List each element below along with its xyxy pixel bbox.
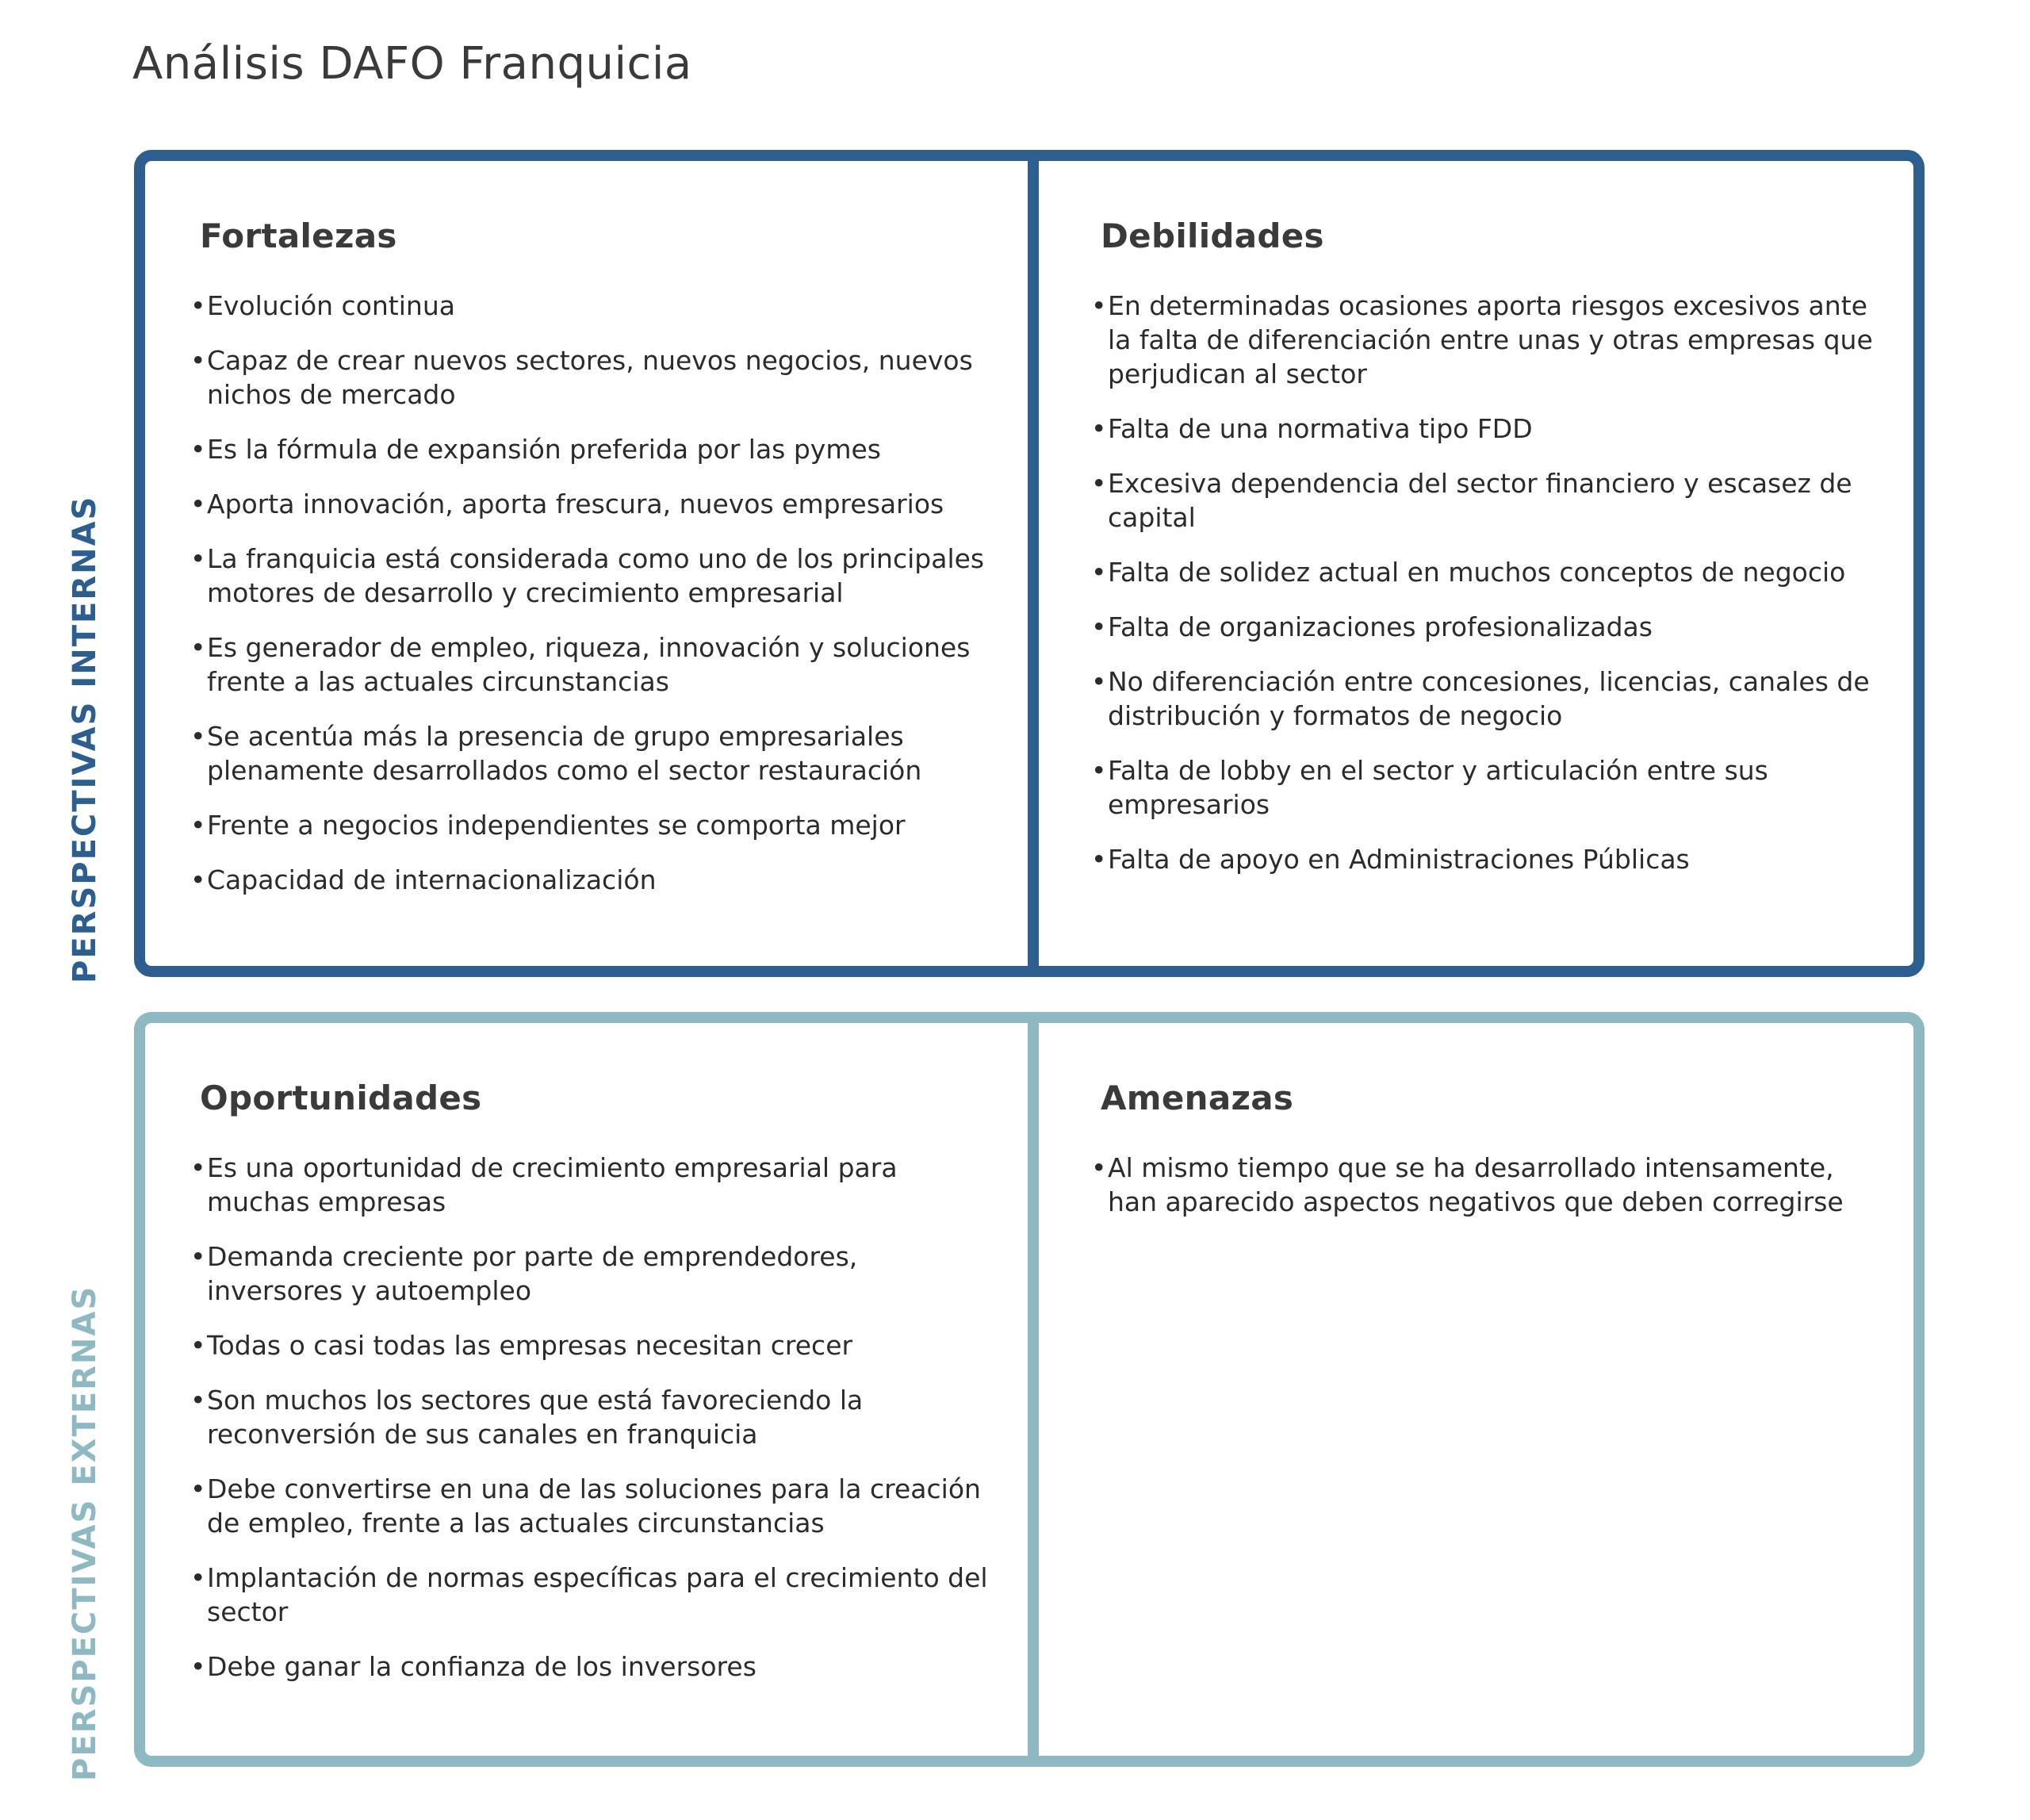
list-item-text: Implantación de normas específicas para el crecimiento del sector (207, 1562, 988, 1627)
bullet-dot-icon: • (190, 1152, 206, 1183)
list-item-text: Demanda creciente por parte de emprendedores, inversores y autoempleo (207, 1241, 858, 1306)
list-item (190, 863, 996, 897)
list-item (190, 808, 996, 842)
list-item (190, 1649, 996, 1684)
list-item (190, 1328, 996, 1362)
list-item-text: No diferenciación entre concesiones, licencias, canales de distribución y formatos de negocio (1108, 666, 1870, 731)
bullet-dot-icon: • (190, 1473, 206, 1504)
bullet-dot-icon: • (1091, 468, 1107, 499)
list-item (190, 1561, 996, 1629)
list-item (190, 487, 996, 521)
list-item-text: La franquicia está considerada como uno de los principales motores de desarrollo y crecimiento empresarial (207, 543, 985, 608)
quadrant-title: Debilidades (1101, 216, 1324, 255)
list-item-text: Excesiva dependencia del sector financiero y escasez de capital (1108, 468, 1852, 533)
list-item (1091, 289, 1882, 391)
bullet-dot-icon: • (1091, 755, 1107, 786)
bullet-list (1091, 1151, 1882, 1219)
list-item (1091, 753, 1882, 822)
side-label-internal: PERSPECTIVAS INTERNAS (67, 495, 103, 983)
list-item-text: En determinadas ocasiones aporta riesgos excesivos ante la falta de diferenciación entre unas y otras empresas que perjudican al sector (1108, 290, 1873, 389)
page-title: Análisis DAFO Franquicia (132, 38, 692, 90)
list-item-text: Es la fórmula de expansión preferida por las pymes (207, 434, 881, 465)
quadrant-oportunidades (145, 1023, 1028, 1756)
bullet-dot-icon: • (190, 721, 206, 752)
list-item-text: Se acentúa más la presencia de grupo empresariales plenamente desarrollados como el sector restauración (207, 721, 922, 786)
bullet-dot-icon: • (190, 1330, 206, 1361)
bullet-dot-icon: • (190, 1651, 206, 1682)
list-item-text: Falta de lobby en el sector y articulación entre sus empresarios (1108, 755, 1768, 820)
list-item-text: Falta de una normativa tipo FDD (1108, 413, 1533, 444)
list-item-text: Debe ganar la confianza de los inversores (207, 1651, 756, 1682)
bullet-dot-icon: • (190, 1241, 206, 1272)
bullet-dot-icon: • (1091, 557, 1107, 588)
list-item (1091, 466, 1882, 535)
list-item (1091, 555, 1882, 589)
list-item-text: Capaz de crear nuevos sectores, nuevos negocios, nuevos nichos de mercado (207, 345, 973, 410)
bullet-dot-icon: • (1091, 290, 1107, 321)
list-item-text: Son muchos los sectores que está favoreciendo la reconversión de sus canales en franquicia (207, 1385, 864, 1450)
list-item (190, 542, 996, 610)
bullet-dot-icon: • (1091, 666, 1107, 697)
quadrant-title: Fortalezas (200, 216, 397, 255)
list-item (190, 1472, 996, 1540)
bullet-list (1091, 289, 1882, 876)
list-item-text: Es generador de empleo, riqueza, innovación y soluciones frente a las actuales circunstancias (207, 632, 971, 697)
side-label-external: PERSPECTIVAS EXTERNAS (67, 1285, 103, 1781)
bullet-dot-icon: • (190, 632, 206, 663)
bullet-list (190, 1151, 996, 1684)
internal-perspectives-frame (134, 150, 1925, 977)
bullet-dot-icon: • (1091, 844, 1107, 875)
list-item-text: Aporta innovación, aporta frescura, nuevos empresarios (207, 489, 944, 519)
list-item-text: Falta de solidez actual en muchos conceptos de negocio (1108, 557, 1846, 588)
list-item (1091, 842, 1882, 876)
quadrant-fortalezas (145, 161, 1028, 966)
bullet-dot-icon: • (190, 290, 206, 321)
list-item-text: Al mismo tiempo que se ha desarrollado intensamente, han aparecido aspectos negativos que deben corregirse (1108, 1152, 1844, 1217)
list-item-text: Evolución continua (207, 290, 455, 321)
list-item (190, 432, 996, 466)
vertical-divider (1028, 1023, 1039, 1756)
bullet-dot-icon: • (190, 345, 206, 376)
bullet-dot-icon: • (190, 489, 206, 519)
list-item (190, 1151, 996, 1219)
vertical-divider (1028, 161, 1039, 966)
external-perspectives-frame (134, 1012, 1925, 1767)
bullet-dot-icon: • (190, 864, 206, 895)
bullet-dot-icon: • (190, 810, 206, 841)
list-item (1091, 412, 1882, 446)
list-item-text: Es una oportunidad de crecimiento empresarial para muchas empresas (207, 1152, 898, 1217)
quadrant-debilidades (1039, 161, 1913, 966)
list-item-text: Falta de apoyo en Administraciones Públicas (1108, 844, 1690, 875)
quadrant-amenazas (1039, 1023, 1913, 1756)
list-item (190, 1383, 996, 1451)
bullet-dot-icon: • (1091, 611, 1107, 642)
list-item-text: Falta de organizaciones profesionalizadas (1108, 611, 1653, 642)
list-item (190, 630, 996, 699)
list-item (190, 343, 996, 412)
bullet-dot-icon: • (190, 543, 206, 574)
bullet-list (190, 289, 996, 897)
bullet-dot-icon: • (190, 1562, 206, 1593)
list-item (190, 289, 996, 323)
list-item (1091, 610, 1882, 644)
bullet-dot-icon: • (1091, 413, 1107, 444)
bullet-dot-icon: • (1091, 1152, 1107, 1183)
list-item (1091, 665, 1882, 733)
list-item (190, 1240, 996, 1308)
list-item-text: Todas o casi todas las empresas necesitan crecer (207, 1330, 853, 1361)
quadrant-title: Oportunidades (200, 1079, 482, 1117)
list-item-text: Frente a negocios independientes se comporta mejor (207, 810, 906, 841)
bullet-dot-icon: • (190, 434, 206, 465)
list-item-text: Debe convertirse en una de las soluciones para la creación de empleo, frente a las actuales circunstancias (207, 1473, 981, 1538)
bullet-dot-icon: • (190, 1385, 206, 1416)
list-item (1091, 1151, 1882, 1219)
list-item (190, 719, 996, 787)
quadrant-title: Amenazas (1101, 1079, 1294, 1117)
list-item-text: Capacidad de internacionalización (207, 864, 657, 895)
